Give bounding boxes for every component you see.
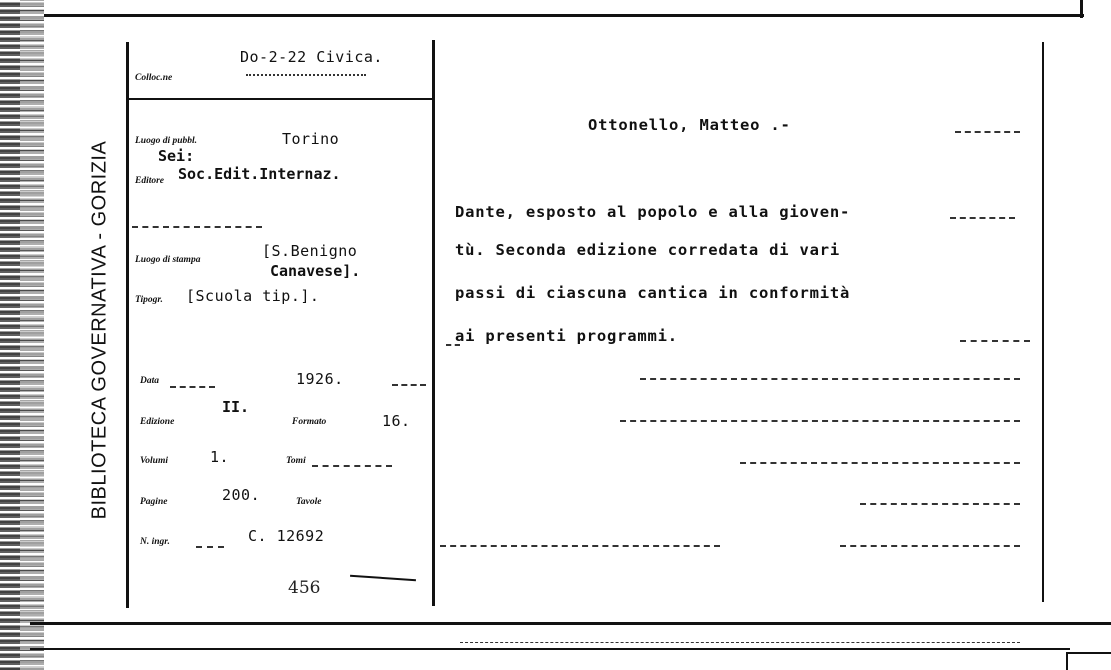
author-trailing-dash xyxy=(955,131,1020,133)
card-bottom-border xyxy=(30,622,1111,625)
bottom-strip-marks xyxy=(460,642,1020,643)
institution-name: BIBLIOTECA GOVERNATIVA - GORIZIA xyxy=(88,140,111,520)
luogo-stampa-value-2: Canavese]. xyxy=(270,262,361,280)
next-card-border xyxy=(30,648,1070,650)
ruled-line-9 xyxy=(840,545,1020,547)
tipografo-value: [Scuola tip.]. xyxy=(186,287,320,305)
collocazione-scribble xyxy=(246,74,366,76)
data-value: 1926. xyxy=(296,370,344,388)
luogo-pubbl-value: Torino xyxy=(282,130,340,148)
ruled-line-4 xyxy=(640,378,1020,380)
formato-value: 16. xyxy=(382,412,411,430)
left-blank-line xyxy=(132,226,262,228)
data-dash-right xyxy=(392,384,426,386)
left-panel-left-border xyxy=(126,42,129,608)
card-top-border xyxy=(44,14,1084,17)
title-line-3: passi di ciascuna cantica in conformità xyxy=(455,284,851,302)
right-panel-right-border xyxy=(1042,42,1044,602)
volumi-value: 1. xyxy=(210,448,230,466)
ruled-line-1 xyxy=(950,217,1015,219)
card-top-right-border xyxy=(1080,0,1083,18)
tipografo-label: Tipogr. xyxy=(135,295,163,305)
editore-label: Editore xyxy=(135,176,165,186)
pagine-value: 200. xyxy=(222,486,261,504)
ruled-line-2 xyxy=(960,340,1030,342)
luogo-stampa-label: Luogo di stampa xyxy=(135,255,201,265)
ruled-line-3 xyxy=(446,344,460,346)
ruled-line-5 xyxy=(620,420,1020,422)
n-ingr-dash xyxy=(196,546,224,548)
data-dash xyxy=(170,386,215,388)
luogo-pubbl-label: Luogo di pubbl. xyxy=(135,136,198,146)
editore-value: Soc.Edit.Internaz. xyxy=(178,165,341,183)
title-line-4: ai presenti programmi. xyxy=(455,327,678,345)
tavole-label: Tavole xyxy=(296,497,322,507)
title-line-2: tù. Seconda edizione corredata di vari xyxy=(455,241,841,259)
scanner-edge xyxy=(0,0,44,670)
title-line-1: Dante, esposto al popolo e alla gioven- xyxy=(455,203,851,221)
tomi-label: Tomi xyxy=(286,456,306,466)
formato-label: Formato xyxy=(292,417,327,427)
collocazione-divider xyxy=(126,98,434,100)
edizione-value: II. xyxy=(222,398,250,416)
left-panel-right-border xyxy=(432,40,435,606)
n-ingr-label: N. ingr. xyxy=(140,537,170,547)
ruled-line-6 xyxy=(740,462,1020,464)
ruled-line-7 xyxy=(860,503,1020,505)
handwritten-stroke xyxy=(350,575,416,582)
institution-vertical-title xyxy=(80,95,120,565)
collocazione-value: Do-2-22 Civica. xyxy=(240,48,383,66)
collocazione-label: Colloc.ne xyxy=(135,73,173,83)
n-ingr-value: C. 12692 xyxy=(248,527,325,545)
next-card-corner xyxy=(1066,652,1111,654)
edizione-label: Edizione xyxy=(140,417,175,427)
author-name: Ottonello, Matteo .- xyxy=(588,116,791,134)
data-label: Data xyxy=(140,376,159,386)
luogo-stampa-value-1: [S.Benigno xyxy=(262,242,358,260)
pagine-label: Pagine xyxy=(140,497,168,507)
next-card-corner-v xyxy=(1066,652,1068,670)
volumi-label: Volumi xyxy=(140,456,168,466)
editore-prefix: Sei: xyxy=(158,147,195,165)
tomi-dash xyxy=(312,465,392,467)
handwritten-number: 456 xyxy=(288,578,321,598)
ruled-line-8 xyxy=(440,545,720,547)
